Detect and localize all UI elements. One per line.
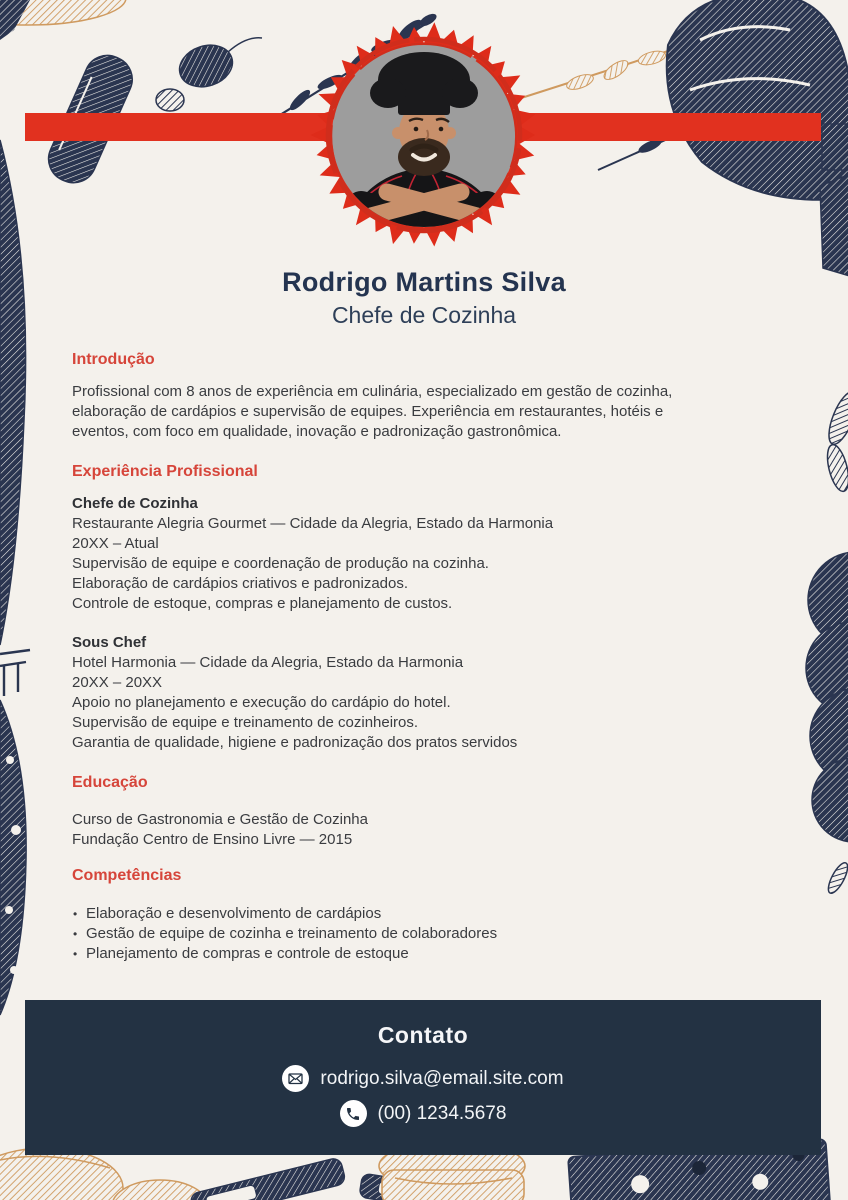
email-row[interactable] [25, 1065, 821, 1092]
resume-body [72, 349, 778, 964]
chef-portrait-badge [309, 20, 539, 250]
intro-line: eventos, com foco em qualidade, inovação e padronização gastronômica. [72, 423, 562, 440]
skill-item: • Planejamento de compras e controle de estoque [72, 944, 778, 964]
job-entry [72, 494, 778, 614]
bread-sketch-bottom-left [0, 1148, 208, 1200]
job-detail: Elaboração de cardápios criativos e padronizados. [72, 575, 409, 592]
intro-paragraph [72, 382, 778, 442]
intro-line: elaboração de cardápios e supervisão de equipes. Experiência em restaurantes, hotéis e [72, 403, 664, 420]
education-course: Curso de Gastronomia e Gestão de Cozinha [72, 811, 368, 828]
envelope-icon [282, 1065, 309, 1092]
phone-row[interactable] [25, 1100, 821, 1127]
intro-line: Profissional com 8 anos de experiência em culinária, especializado em gestão de cozinha, [72, 383, 673, 400]
header [0, 266, 848, 330]
chef-photo [309, 20, 539, 250]
skill-item: • Elaboração e desenvolvimento de cardápios [72, 904, 778, 924]
job-detail: Supervisão de equipe e treinamento de cozinheiros. [72, 714, 419, 731]
job-detail: Controle de estoque, compras e planejamento de custos. [72, 595, 453, 612]
job-period: 20XX – Atual [72, 535, 159, 552]
email-text: rodrigo.silva@email.site.com [320, 1067, 564, 1089]
section-heading-skills: Competências [72, 867, 182, 884]
job-title: Sous Chef [72, 634, 147, 651]
phone-text: (00) 1234.5678 [377, 1102, 507, 1124]
mortar-sketch [0, 0, 126, 40]
skill-item: • Gestão de equipe de cozinha e treinamento de colaboradores [72, 924, 778, 944]
right-edge-sketches [806, 124, 848, 896]
job-entry [72, 633, 778, 753]
contact-panel [25, 1000, 821, 1155]
job-period: 20XX – 20XX [72, 674, 163, 691]
job-org: Hotel Harmonia — Cidade da Alegria, Estado da Harmonia [72, 654, 464, 671]
education-institution: Fundação Centro de Ensino Livre — 2015 [72, 831, 353, 848]
skills-list [72, 904, 778, 964]
job-detail: Apoio no planejamento e execução do cardápio do hotel. [72, 694, 451, 711]
phone-icon [340, 1100, 367, 1127]
job-title: Chefe de Cozinha [72, 495, 198, 512]
olives-sketch [156, 38, 262, 111]
job-detail: Supervisão de equipe e coordenação de produção na cozinha. [72, 555, 489, 572]
candidate-title: Chefe de Cozinha [331, 302, 517, 328]
education-entry [72, 810, 778, 850]
section-heading-experience: Experiência Profissional [72, 463, 258, 480]
candidate-name: Rodrigo Martins Silva [282, 267, 566, 297]
section-heading-education: Educação [72, 774, 148, 791]
contact-heading: Contato [377, 1022, 469, 1048]
job-detail: Garantia de qualidade, higiene e padronização dos pratos servidos [72, 734, 518, 751]
bread-sketch-top-right [667, 0, 848, 200]
section-heading-intro: Introdução [72, 351, 155, 368]
job-org: Restaurante Alegria Gourmet — Cidade da Alegria, Estado da Harmonia [72, 515, 554, 532]
